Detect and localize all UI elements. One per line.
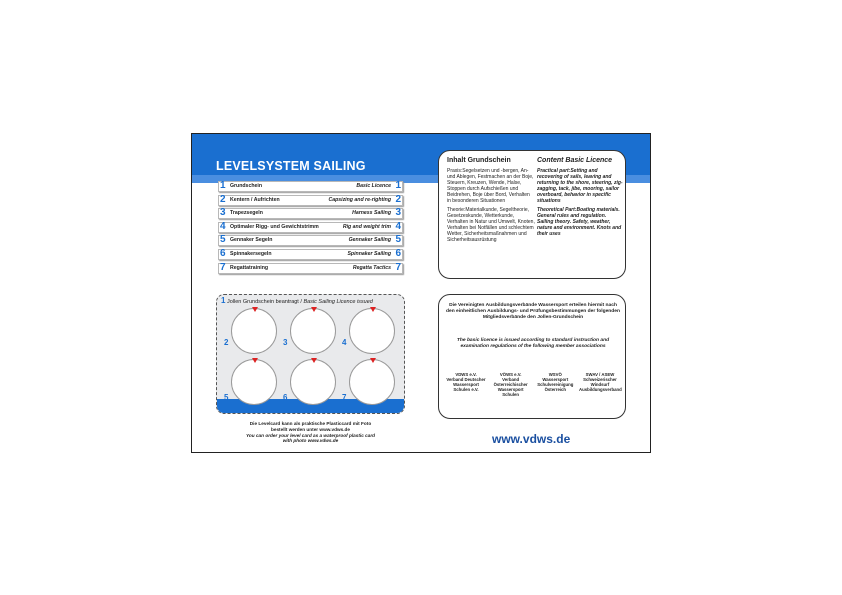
association-item [490,372,532,397]
association-desc: Schweizerischer Windsurf Ausbildungsverband [578,377,622,392]
content-theory-de: Theorie:Materialkunde, Segeltheorie, Gesetzeskunde, Wetterkunde, Verhalten in Natur und Umwelt, Knoten, Verhalten bei Notfällen und schlechtem Wetter, Sicherheitsmaßnahmen und Sicherheitsausrüstung [447,206,535,244]
marker-icon [370,358,376,363]
stamp-heading-de: Jollen Grundschein beantragt [226,299,299,305]
content-box [438,150,626,279]
association-item [445,372,487,397]
card-title: LEVELSYSTEM SAILING [216,159,366,173]
association-name: WSVÖ [548,372,562,377]
association-item [534,372,576,397]
content-practical-en: Practical part:Setting and recovering of sails, leaving and returning to the shore, steering, zig-zagging, tack, jibe, mooring, sailor overboard, behavior in specific situations [537,168,623,205]
level-number-right: 2 [395,193,401,205]
level-label-en: Spinnaker Sailing [347,250,391,257]
content-de [447,157,535,245]
stamp-circle[interactable] [290,359,336,405]
level-label-de: Gennaker Segeln [230,237,273,244]
content-practical-de: Praxis:Segelsetzen und -bergen, An- und Ablegen, Festmachen an der Boje, Steuern, Kreuzen, Wende, Halse, Stoppen durch Aufschießen und Beidrehen, Boje über Bord, Verhalten in besonderen Situationen [447,168,534,205]
stamp-number: 2 [224,338,229,347]
marker-icon [311,307,317,312]
association-desc: Verband Österreichischer Wassersport Schulen [493,377,528,397]
stamp-circle[interactable] [231,359,277,405]
content-heading-en: Content Basic Licence [537,157,613,164]
stamp-number: 5 [224,393,229,402]
association-text-de: Die Vereinigten Ausbildungsverbände Wassersport erteilen hiermit nach den einheitlichen Ausbildungs- und Prüfungsbestimmungen der folgenden Mitgliedsverbände den Jollen-Grundschein [446,303,620,320]
association-desc: Verband Deutscher Wassersport Schulen e.V. [446,377,486,392]
level-label-de: Regattatraining [230,264,269,271]
level-label-en: Harness Sailing [352,210,391,217]
association-item [579,372,621,397]
stamp-circle[interactable] [290,308,336,354]
level-number: 7 [220,261,226,273]
marker-icon [252,307,258,312]
order-de-line2: bestellt werden unter www.vdws.de [270,426,350,432]
level-label-en: Gennaker Sailing [348,237,391,244]
content-en [537,157,623,239]
level-row [218,181,403,192]
level-number-right: 3 [395,207,401,219]
level-card [191,133,651,453]
order-info [216,421,405,444]
order-en-line1: You can order your level card as a waterproof plastic card [245,432,376,438]
level-label-de: Grundschein [230,183,262,189]
stamp-number: 7 [342,393,347,402]
level-number: 2 [220,193,226,205]
order-en-line2: with photo www.vdws.de [282,438,339,444]
content-theory-en: Theoretical Part:Boating materials. General rules and regulation. Sailing theory. Safety, weather, nature and environment. Knots and their uses [537,206,622,237]
marker-icon [311,358,317,363]
level-row [218,235,403,246]
level-label-de: Spinnakersegeln [230,250,272,257]
level-row [218,249,403,260]
association-name: SWAV / ASEW [585,372,615,377]
website-link[interactable]: www.vdws.de [492,432,571,446]
level-number: 4 [220,220,226,232]
level-number-right: 5 [395,234,401,246]
level-row [218,195,403,206]
association-box [438,294,626,419]
level-number-right: 4 [395,220,401,232]
association-desc: Wassersport Schulvereinigung Österreich [537,377,574,392]
stamp-heading-en: Basic Sailing Licence issued [303,299,373,305]
level-number: 6 [220,247,226,259]
stamp-circle[interactable] [349,359,395,405]
stamp-circle[interactable] [231,308,277,354]
level-label-de: Trapezsegeln [230,210,263,217]
level-label-en: Regatta Tactics [352,264,391,271]
level-number: 5 [220,234,226,246]
content-heading-de: Inhalt Grundschein [447,157,511,164]
level-label-en: Capsizing and re-righting [328,196,391,203]
association-list [445,372,621,397]
association-name: VÖWS e.V. [499,372,522,377]
level-row [218,222,403,233]
level-label-de: Kentern / Aufrichten [230,196,280,203]
level-number-right: 7 [395,261,401,273]
stamp-heading-number: 1 [221,296,226,305]
stamp-number: 6 [283,393,288,402]
level-number: 1 [220,180,226,191]
marker-icon [252,358,258,363]
stamp-number: 3 [283,338,288,347]
level-label-en: Basic Licence [356,183,391,189]
order-de-line1: Die Levelcard kann als praktische Plasticcard mit Foto [249,421,372,426]
stamp-number: 4 [342,338,347,347]
level-number-right: 6 [395,247,401,259]
level-row [218,208,403,219]
level-label-de: Optimaler Rigg- und Gewichtstrimm [230,223,319,230]
stamp-circle[interactable] [349,308,395,354]
level-row [218,263,403,274]
level-number: 3 [220,207,226,219]
stamp-area [216,294,405,414]
marker-icon [370,307,376,312]
level-label-en: Rig and weight trim [342,223,391,230]
association-text-en: The basic licence is issued according to standard instruction and examination regulations of the following member associations [456,338,610,349]
level-number-right: 1 [395,180,401,191]
stamp-heading: 1 Jollen Grundschein beantragt / Basic Sailing Licence issued [221,296,373,305]
association-name: VDWS e.V. [455,372,477,377]
level-list [218,181,403,276]
